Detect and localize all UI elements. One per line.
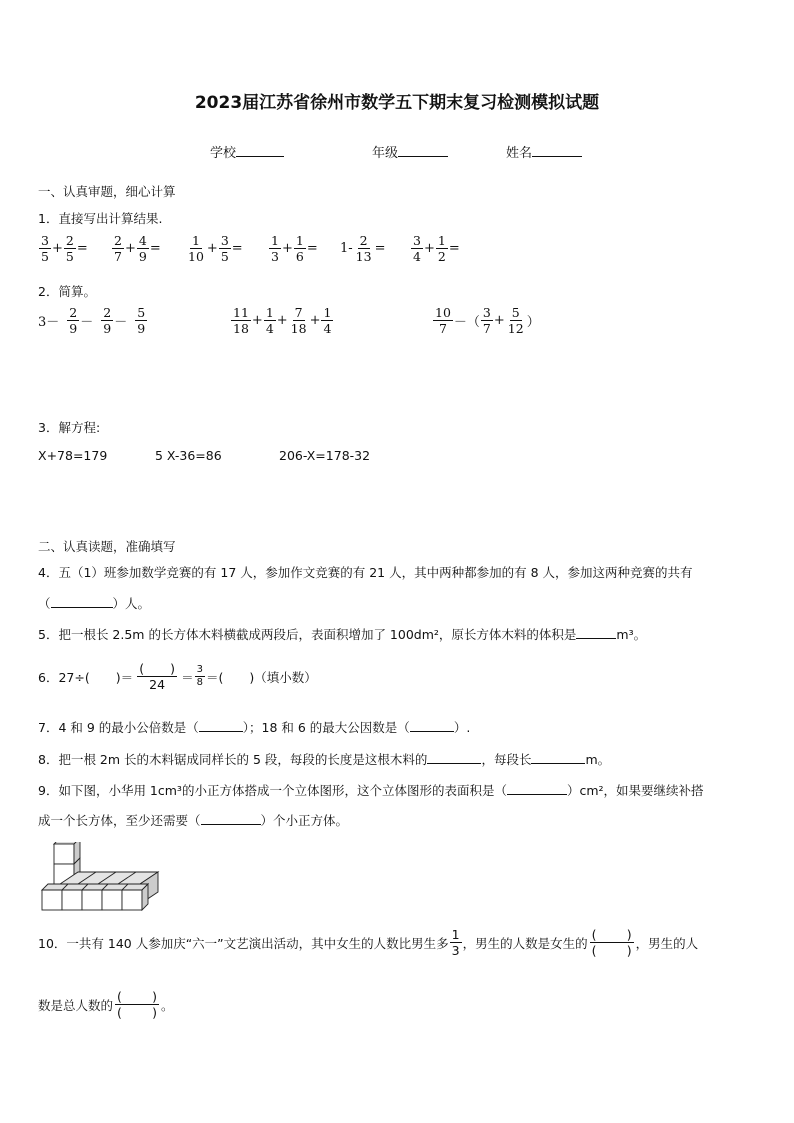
grade-field: 年级 [372, 142, 448, 161]
q10-line-2: 数是总人数的 ( ) ( ) 。 [38, 989, 174, 1021]
q2-expr-2: $\frac{11}{18}$ + $\frac{1}{4}$ + $\frac{7}{18}$ + $\frac{1}{4}$ [233, 305, 332, 337]
q9-blank-2[interactable] [201, 812, 261, 825]
q5-answer-blank[interactable] [576, 626, 616, 639]
fraction: $\frac{5}{12}$ [507, 305, 524, 337]
fraction: $\frac{1}{10}$ [188, 233, 204, 265]
q4-answer-blank[interactable] [51, 595, 113, 608]
q2-label: 2．简算。 [38, 284, 96, 299]
fraction: $\frac{1}{4}$ [265, 305, 274, 337]
section-1-heading: 一、认真审题，细心计算 [38, 184, 176, 199]
fraction: $\frac{2}{13}$ [355, 233, 372, 265]
fraction: $\frac{2}{7}$ [114, 233, 122, 265]
q2-expr-3: $\frac{10}{7}$ －（ $\frac{3}{7}$ + $\frac{5}{12}$ ） [435, 305, 540, 337]
fraction: $\frac{3}{5}$ [41, 233, 49, 265]
q7-blank-1[interactable] [199, 719, 243, 732]
section-2-heading: 二、认真读题，准确填写 [38, 539, 176, 554]
q3-label: 3．解方程: [38, 420, 101, 435]
fraction: $\frac{3}{5}$ [220, 233, 229, 265]
q2-expr-1: 3－ $\frac{2}{9}$ － $\frac{2}{9}$ － $\frac{5}{9}$ [38, 305, 146, 337]
q1-item-3: $\frac{1}{10}$ + $\frac{3}{5}$ = [188, 233, 243, 265]
name-blank[interactable] [532, 144, 582, 157]
cube-figure [40, 842, 160, 914]
q4-line-2: （ ）人。 [38, 596, 151, 611]
fraction: $\frac{2}{9}$ [69, 305, 78, 337]
q10-line-1: 10．一共有 140 人参加庆“六一”文艺演出活动，其中女生的人数比男生多 $\frac{1}{3}$ ，男生的人数是女生的 ( ) ( ) ，男生的人 [38, 927, 699, 959]
fraction: $\frac{1}{3}$ [451, 927, 460, 959]
name-field: 姓名 [506, 142, 582, 161]
q1-item-4: $\frac{1}{3}$ + $\frac{1}{6}$ = [271, 233, 318, 265]
fraction: $\frac{5}{9}$ [137, 305, 146, 337]
q6-text: 6．27÷( )＝ $\frac{( )}{24}$ ＝ $\frac{3}{8}$ ＝( )（填小数） [38, 661, 317, 693]
q5-text: 5．把一根长 2.5m 的长方体木料横截成两段后，表面积增加了 100dm²，原长方体木料的体积是 m³。 [38, 627, 647, 642]
q1-item-6: $\frac{3}{4}$ + $\frac{1}{2}$ = [413, 233, 460, 265]
fraction: $\frac{1}{4}$ [323, 305, 332, 337]
q9-line-1: 9．如下图，小华用 1cm³的小正方体搭成一个立体图形，这个立体图形的表面积是（ ）cm²，如果要继续补搭 [38, 783, 704, 798]
q9-line-2: 成一个长方体，至少还需要（ ）个小正方体。 [38, 813, 349, 828]
q8-blank-2[interactable] [531, 751, 585, 764]
q1-item-5: 1- $\frac{2}{13}$ = [340, 233, 386, 265]
fraction: $\frac{1}{6}$ [295, 233, 304, 265]
fraction: $\frac{2}{5}$ [65, 233, 74, 265]
q8-blank-1[interactable] [427, 751, 481, 764]
fraction: $\frac{4}{9}$ [138, 233, 147, 265]
q1-label: 1．直接写出计算结果. [38, 211, 163, 226]
q1-item-1: $\frac{3}{5}$ + $\frac{2}{5}$ = [41, 233, 88, 265]
q7-blank-2[interactable] [410, 719, 454, 732]
q3-eq-3: 206-X=178-32 [279, 448, 371, 463]
school-field: 学校 [210, 142, 284, 161]
q3-eq-2: 5 X-36=86 [155, 448, 222, 463]
q10-blank-fraction-1[interactable]: ( ) ( ) [591, 927, 632, 959]
fraction: $\frac{7}{18}$ [290, 305, 307, 337]
fraction: $\frac{1}{2}$ [437, 233, 446, 265]
q9-blank-1[interactable] [507, 782, 567, 795]
q3-eq-1: X+78=179 [38, 448, 108, 463]
fraction: $\frac{3}{8}$ [196, 663, 203, 689]
fraction: $\frac{10}{7}$ [435, 305, 451, 337]
fraction: $\frac{1}{3}$ [271, 233, 279, 265]
q1-item-2: $\frac{2}{7}$ + $\frac{4}{9}$ = [114, 233, 161, 265]
q8-text: 8．把一根 2m 长的木料锯成同样长的 5 段，每段的长度是这根木料的 ，每段长 m。 [38, 752, 611, 767]
q6-blank-fraction[interactable]: $\frac{( )}{24}$ [137, 662, 177, 691]
fraction: $\frac{3}{7}$ [482, 305, 491, 337]
q7-text: 7．4 和 9 的最小公倍数是（ ）；18 和 6 的最大公因数是（ ）. [38, 720, 471, 735]
page-title: 2023届江苏省徐州市数学五下期末复习检测模拟试题 [194, 93, 600, 113]
fraction: $\frac{2}{9}$ [103, 305, 112, 337]
q10-blank-fraction-2[interactable]: ( ) ( ) [117, 989, 158, 1021]
grade-blank[interactable] [398, 144, 448, 157]
fraction: $\frac{3}{4}$ [413, 233, 421, 265]
school-blank[interactable] [236, 144, 284, 157]
q4-line-1: 4．五（1）班参加数学竞赛的有 17 人，参加作文竞赛的有 21 人，其中两种都参加的有 8 人，参加这两种竞赛的共有 [38, 565, 693, 580]
fraction: $\frac{11}{18}$ [233, 305, 249, 337]
